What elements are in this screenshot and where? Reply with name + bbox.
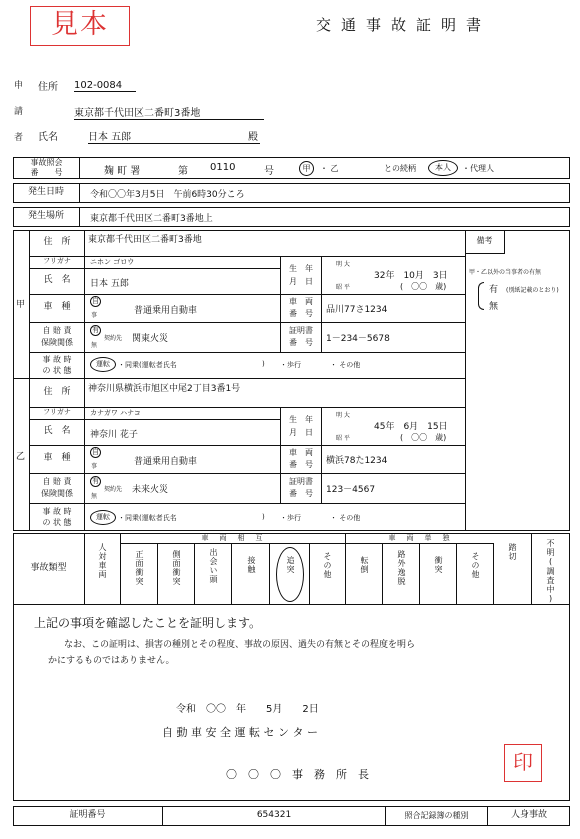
otsu-vehicle-sub: 事	[91, 463, 98, 470]
otsu-plate-label: 車 両 番 号	[280, 445, 322, 473]
reference-dai: 第	[178, 166, 188, 177]
certify-main: 上記の事項を確認したことを証明します。	[34, 616, 262, 630]
kou-furigana-label: フリガナ	[30, 256, 85, 268]
otsu-state-close: )	[262, 513, 265, 521]
accident-type-col-other-mutual: その他	[310, 544, 346, 605]
otsu-state-driver-circle: 運転	[90, 510, 116, 525]
reference-go: 号	[264, 166, 274, 177]
accident-type-single-group: 車 両 単 独	[346, 533, 494, 544]
certify-note-line-1: なお、この証明は、損害の種別とその程度、事故の原因、過失の有無とその程度を明ら	[64, 640, 416, 650]
otsu-side-label: 乙	[16, 452, 26, 462]
otsu-name-rule	[30, 445, 465, 446]
accident-type-col-contact: 接触	[232, 544, 270, 605]
otsu-cert-label: 証明書 番 号	[280, 473, 322, 503]
remarks-no: 無	[489, 302, 499, 312]
kou-insurer: 関東火災	[132, 334, 169, 344]
reference-relation: との続柄	[384, 164, 416, 173]
otsu-vehicle-circle: 自	[92, 448, 99, 456]
accident-type-railway: 踏切	[494, 533, 532, 605]
kou-state-label: 事 故 時 の 状 態	[30, 352, 85, 378]
kou-insurance-rule	[30, 352, 465, 353]
kou-plate: 品川77さ1234	[326, 305, 388, 315]
kou-cert-number: 1－234－5678	[326, 334, 390, 344]
otsu-vehicle: 普通乗用自動車	[134, 457, 198, 467]
accident-type-label: 事故類型	[13, 533, 85, 605]
kou-side-label: 甲	[16, 300, 26, 310]
kou-age: ( 〇〇 歳)	[400, 282, 447, 291]
kou-furigana: ニホン ゴロウ	[90, 258, 135, 266]
kou-insurance-label: 自 賠 責 保険関係	[30, 322, 85, 352]
remarks-note2: (別紙記載のとおり)	[506, 287, 559, 294]
reference-honnin-circle: 本人	[428, 160, 458, 176]
otsu-age: ( 〇〇 歳)	[400, 433, 447, 442]
otsu-birth: 45年 6月 15日	[374, 422, 448, 432]
otsu-plate: 横浜78た1234	[326, 456, 388, 466]
kou-birth-label: 生 年 月 日	[280, 256, 322, 294]
accident-type-col-rear-end: 追突	[270, 544, 310, 605]
kou-state-driver-circle: 運転	[90, 357, 116, 372]
kou-insurance-sub: 無	[91, 342, 98, 349]
otsu-insurance-label: 自 賠 責 保険関係	[30, 473, 85, 503]
otsu-furigana-label: フリガナ	[30, 407, 85, 419]
otsu-vehicle-rule	[30, 473, 465, 474]
applicant-name: 日本 五郎	[88, 128, 260, 144]
applicant-side-2: 請	[14, 107, 24, 117]
kou-name-label: 氏 名	[30, 268, 85, 294]
otsu-insurer: 未来火災	[132, 485, 169, 495]
accident-type-rear-end-circle	[276, 547, 304, 602]
applicant-name-label: 氏名	[38, 132, 58, 143]
otsu-address-label: 住 所	[30, 379, 85, 407]
otsu-era-2: 昭 平	[336, 435, 350, 442]
otsu-cert-number: 123－4567	[326, 485, 376, 495]
accident-type-col-overturn: 転倒	[346, 544, 383, 605]
certify-note-line-2: かにするものではありません。	[48, 656, 175, 666]
reference-dairinin: ・代理人	[462, 164, 494, 173]
footer-cert-value: 654321	[163, 806, 386, 826]
otsu-furigana: カナガワ ハナコ	[90, 409, 141, 417]
applicant-side-3: 者	[14, 133, 24, 143]
kou-contract-label: 契約先	[104, 335, 123, 342]
kou-state-close: )	[262, 360, 265, 368]
otsu-state-passenger: ・同乗(運転者氏名	[118, 514, 177, 522]
otsu-vehicle-label: 車 種	[30, 445, 85, 473]
otsu-state-label: 事 故 時 の 状 態	[30, 503, 85, 531]
otsu-insurance-circle: 有	[92, 477, 99, 485]
reference-label: 事故照会 番 号	[13, 157, 80, 179]
place-value: 東京都千代田区二番町3番地上	[90, 214, 213, 224]
kou-cert-label: 証明書 番 号	[280, 322, 322, 352]
party-side-column	[13, 230, 30, 531]
sample-stamp: 見本	[30, 6, 130, 46]
remarks-bracket	[478, 282, 484, 310]
kou-era-2: 昭 平	[336, 284, 350, 291]
accident-type-mutual-group: 車 両 相 互	[121, 533, 346, 544]
otsu-name-label: 氏 名	[30, 419, 85, 445]
kou-vehicle-label: 車 種	[30, 294, 85, 322]
otsu-insurance-rule	[30, 503, 465, 504]
otsu-era-1: 明 大	[336, 412, 350, 419]
footer-cert-label: 証明番号	[13, 806, 163, 826]
footer-record-value: 人身事故	[510, 810, 547, 820]
official-seal-icon: 印	[504, 744, 542, 782]
applicant-address-label: 住所	[38, 82, 58, 93]
accident-type-col-other-single: その他	[457, 544, 494, 605]
document-title: 交通事故証明書	[316, 16, 492, 34]
reference-number: 0110	[210, 162, 236, 173]
footer-record-label: 照合記録簿の種別	[386, 806, 488, 826]
accident-type-col-side: 側面衝突	[158, 544, 195, 605]
applicant-side-1: 申	[14, 81, 24, 91]
reference-kou-circle: 甲	[299, 161, 314, 176]
certify-date: 令和 〇〇 年 5月 2日	[176, 704, 319, 715]
otsu-contract-label: 契約先	[104, 486, 123, 493]
kou-address-label: 住 所	[30, 230, 85, 256]
place-label: 発生場所	[13, 207, 80, 227]
kou-vehicle-sub: 事	[91, 312, 98, 319]
kou-name-rule	[30, 294, 465, 295]
reference-otsu: ・ 乙	[320, 164, 339, 173]
remarks-yes: 有	[489, 285, 499, 295]
accident-type-unknown: 不明(調査中)	[546, 539, 555, 604]
otsu-state-other: ・ その他	[330, 514, 361, 522]
accident-type-jinta: 人対車両	[85, 533, 121, 605]
kou-vehicle: 普通乗用自動車	[134, 306, 198, 316]
kou-state-other: ・ その他	[330, 361, 361, 369]
otsu-name: 神奈川 花子	[90, 430, 138, 440]
kou-state-passenger: ・同乗(運転者氏名	[118, 361, 177, 369]
remarks-note: 甲・乙以外の当事者の有無	[469, 269, 542, 276]
accident-type-col-head-on: 正面衝突	[121, 544, 158, 605]
kou-era-1: 明 大	[336, 261, 350, 268]
reference-station: 麹 町 署	[104, 166, 141, 177]
kou-vehicle-rule	[30, 322, 465, 323]
kou-state-walk: ・歩行	[280, 361, 301, 369]
remarks-label: 備考	[465, 230, 505, 254]
otsu-birth-label: 生 年 月 日	[280, 407, 322, 445]
kou-address: 東京都千代田区二番町3番地	[88, 235, 202, 245]
otsu-address: 神奈川県横浜市旭区中尾2丁目3番1号	[88, 384, 241, 394]
accident-type-col-crossing: 出会い頭	[195, 544, 232, 605]
applicant-postal: 102-0084	[74, 80, 136, 92]
applicant-address: 東京都千代田区二番町3番地	[74, 104, 264, 120]
kou-name: 日本 五郎	[90, 279, 129, 289]
kou-insurance-circle: 有	[92, 326, 99, 334]
accident-type-col-collision: 衝突	[420, 544, 457, 605]
otsu-state-walk: ・歩行	[280, 514, 301, 522]
certify-office-head: 〇 〇 〇 事 務 所 長	[226, 768, 369, 781]
accident-type-col-off-road: 路外逸脱	[383, 544, 420, 605]
kou-birth: 32年 10月 3日	[374, 271, 448, 281]
date-label: 発生日時	[13, 183, 80, 203]
kou-vehicle-circle: 自	[92, 297, 99, 305]
otsu-insurance-sub: 無	[91, 493, 98, 500]
kou-plate-label: 車 両 番 号	[280, 294, 322, 322]
applicant-honorific: 殿	[248, 132, 258, 143]
date-value: 令和〇〇年3月5日 午前6時30分ころ	[90, 190, 245, 200]
certify-center-name: 自 動 車 安 全 運 転 セ ン タ ー	[162, 726, 318, 739]
